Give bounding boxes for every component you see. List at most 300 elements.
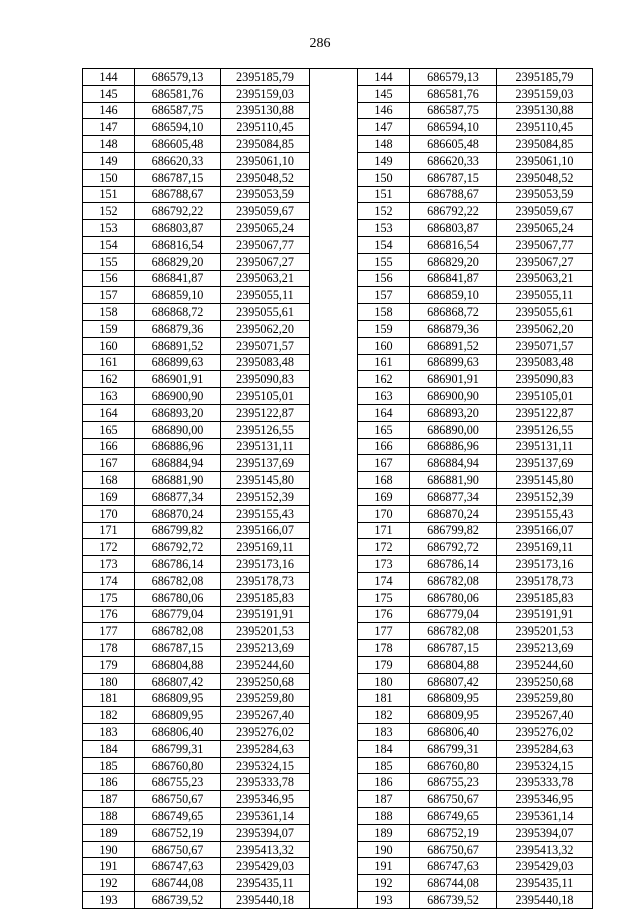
left-point-number-cell: 164 bbox=[83, 404, 135, 421]
left-point-number-cell: 173 bbox=[83, 556, 135, 573]
left-point-number-cell: 189 bbox=[83, 824, 135, 841]
left-x-coordinate-cell: 686620,33 bbox=[135, 152, 221, 169]
right-y-coordinate-cell: 2395250,68 bbox=[497, 673, 593, 690]
left-y-coordinate-cell: 2395083,48 bbox=[221, 354, 310, 371]
right-x-coordinate-cell: 686799,82 bbox=[410, 522, 497, 539]
left-y-coordinate-cell: 2395155,43 bbox=[221, 505, 310, 522]
right-point-number-cell: 187 bbox=[358, 791, 410, 808]
right-x-coordinate-cell: 686620,33 bbox=[410, 152, 497, 169]
left-point-number-cell: 146 bbox=[83, 102, 135, 119]
left-y-coordinate-cell: 2395059,67 bbox=[221, 203, 310, 220]
table-row bbox=[83, 808, 593, 825]
right-y-coordinate-cell: 2395059,67 bbox=[497, 203, 593, 220]
right-x-coordinate-cell: 686803,87 bbox=[410, 220, 497, 237]
left-point-number-cell: 169 bbox=[83, 488, 135, 505]
left-x-coordinate-cell: 686890,00 bbox=[135, 421, 221, 438]
right-y-coordinate-cell: 2395110,45 bbox=[497, 119, 593, 136]
column-gap bbox=[310, 522, 358, 539]
right-y-coordinate-cell: 2395063,21 bbox=[497, 270, 593, 287]
right-point-number-cell: 183 bbox=[358, 724, 410, 741]
left-y-coordinate-cell: 2395333,78 bbox=[221, 774, 310, 791]
right-point-number-cell: 176 bbox=[358, 606, 410, 623]
left-x-coordinate-cell: 686809,95 bbox=[135, 707, 221, 724]
left-y-coordinate-cell: 2395169,11 bbox=[221, 539, 310, 556]
right-x-coordinate-cell: 686752,19 bbox=[410, 824, 497, 841]
right-point-number-cell: 162 bbox=[358, 371, 410, 388]
right-point-number-cell: 190 bbox=[358, 841, 410, 858]
right-x-coordinate-cell: 686799,31 bbox=[410, 740, 497, 757]
right-y-coordinate-cell: 2395159,03 bbox=[497, 85, 593, 102]
left-point-number-cell: 144 bbox=[83, 69, 135, 86]
right-point-number-cell: 168 bbox=[358, 472, 410, 489]
column-gap bbox=[310, 892, 358, 909]
table-row bbox=[83, 690, 593, 707]
left-point-number-cell: 190 bbox=[83, 841, 135, 858]
right-x-coordinate-cell: 686870,24 bbox=[410, 505, 497, 522]
right-point-number-cell: 170 bbox=[358, 505, 410, 522]
left-x-coordinate-cell: 686752,19 bbox=[135, 824, 221, 841]
column-gap bbox=[310, 606, 358, 623]
right-x-coordinate-cell: 686841,87 bbox=[410, 270, 497, 287]
left-point-number-cell: 180 bbox=[83, 673, 135, 690]
right-x-coordinate-cell: 686788,67 bbox=[410, 186, 497, 203]
right-point-number-cell: 192 bbox=[358, 875, 410, 892]
right-x-coordinate-cell: 686787,15 bbox=[410, 169, 497, 186]
table-row bbox=[83, 488, 593, 505]
right-y-coordinate-cell: 2395213,69 bbox=[497, 640, 593, 657]
table-row bbox=[83, 102, 593, 119]
left-x-coordinate-cell: 686579,13 bbox=[135, 69, 221, 86]
table-row bbox=[83, 287, 593, 304]
table-row bbox=[83, 606, 593, 623]
right-point-number-cell: 148 bbox=[358, 136, 410, 153]
right-point-number-cell: 173 bbox=[358, 556, 410, 573]
column-gap bbox=[310, 488, 358, 505]
left-x-coordinate-cell: 686587,75 bbox=[135, 102, 221, 119]
right-point-number-cell: 171 bbox=[358, 522, 410, 539]
left-point-number-cell: 179 bbox=[83, 656, 135, 673]
left-point-number-cell: 178 bbox=[83, 640, 135, 657]
table-row bbox=[83, 656, 593, 673]
coordinates-table bbox=[82, 68, 593, 909]
column-gap bbox=[310, 757, 358, 774]
page-number: 286 bbox=[309, 36, 331, 51]
left-x-coordinate-cell: 686779,04 bbox=[135, 606, 221, 623]
table-row bbox=[83, 169, 593, 186]
table-row bbox=[83, 69, 593, 86]
table-row bbox=[83, 320, 593, 337]
table-row bbox=[83, 136, 593, 153]
right-y-coordinate-cell: 2395122,87 bbox=[497, 404, 593, 421]
column-gap bbox=[310, 169, 358, 186]
table-row bbox=[83, 152, 593, 169]
left-point-number-cell: 172 bbox=[83, 539, 135, 556]
right-y-coordinate-cell: 2395152,39 bbox=[497, 488, 593, 505]
left-point-number-cell: 166 bbox=[83, 438, 135, 455]
right-x-coordinate-cell: 686877,34 bbox=[410, 488, 497, 505]
column-gap bbox=[310, 152, 358, 169]
left-point-number-cell: 150 bbox=[83, 169, 135, 186]
column-gap bbox=[310, 69, 358, 86]
left-point-number-cell: 151 bbox=[83, 186, 135, 203]
left-y-coordinate-cell: 2395324,15 bbox=[221, 757, 310, 774]
right-y-coordinate-cell: 2395061,10 bbox=[497, 152, 593, 169]
left-y-coordinate-cell: 2395048,52 bbox=[221, 169, 310, 186]
right-y-coordinate-cell: 2395083,48 bbox=[497, 354, 593, 371]
right-point-number-cell: 152 bbox=[358, 203, 410, 220]
right-point-number-cell: 159 bbox=[358, 320, 410, 337]
table-row bbox=[83, 640, 593, 657]
right-point-number-cell: 150 bbox=[358, 169, 410, 186]
left-x-coordinate-cell: 686884,94 bbox=[135, 455, 221, 472]
left-x-coordinate-cell: 686792,72 bbox=[135, 539, 221, 556]
right-point-number-cell: 164 bbox=[358, 404, 410, 421]
left-y-coordinate-cell: 2395105,01 bbox=[221, 388, 310, 405]
right-x-coordinate-cell: 686594,10 bbox=[410, 119, 497, 136]
right-y-coordinate-cell: 2395191,91 bbox=[497, 606, 593, 623]
left-x-coordinate-cell: 686780,06 bbox=[135, 589, 221, 606]
left-point-number-cell: 153 bbox=[83, 220, 135, 237]
table-row bbox=[83, 858, 593, 875]
table-row bbox=[83, 253, 593, 270]
left-point-number-cell: 191 bbox=[83, 858, 135, 875]
left-y-coordinate-cell: 2395346,95 bbox=[221, 791, 310, 808]
right-point-number-cell: 146 bbox=[358, 102, 410, 119]
right-x-coordinate-cell: 686779,04 bbox=[410, 606, 497, 623]
right-y-coordinate-cell: 2395394,07 bbox=[497, 824, 593, 841]
column-gap bbox=[310, 354, 358, 371]
left-x-coordinate-cell: 686750,67 bbox=[135, 791, 221, 808]
right-point-number-cell: 155 bbox=[358, 253, 410, 270]
table-row bbox=[83, 472, 593, 489]
left-y-coordinate-cell: 2395131,11 bbox=[221, 438, 310, 455]
right-point-number-cell: 179 bbox=[358, 656, 410, 673]
right-y-coordinate-cell: 2395259,80 bbox=[497, 690, 593, 707]
left-y-coordinate-cell: 2395122,87 bbox=[221, 404, 310, 421]
right-x-coordinate-cell: 686760,80 bbox=[410, 757, 497, 774]
left-x-coordinate-cell: 686886,96 bbox=[135, 438, 221, 455]
coordinates-table-body bbox=[83, 69, 593, 909]
left-y-coordinate-cell: 2395166,07 bbox=[221, 522, 310, 539]
table-row bbox=[83, 556, 593, 573]
left-x-coordinate-cell: 686806,40 bbox=[135, 724, 221, 741]
right-x-coordinate-cell: 686581,76 bbox=[410, 85, 497, 102]
table-row bbox=[83, 623, 593, 640]
right-x-coordinate-cell: 686792,22 bbox=[410, 203, 497, 220]
left-y-coordinate-cell: 2395185,79 bbox=[221, 69, 310, 86]
column-gap bbox=[310, 740, 358, 757]
right-point-number-cell: 178 bbox=[358, 640, 410, 657]
right-x-coordinate-cell: 686816,54 bbox=[410, 236, 497, 253]
table-row bbox=[83, 824, 593, 841]
left-y-coordinate-cell: 2395137,69 bbox=[221, 455, 310, 472]
right-x-coordinate-cell: 686750,67 bbox=[410, 841, 497, 858]
right-y-coordinate-cell: 2395055,11 bbox=[497, 287, 593, 304]
left-point-number-cell: 147 bbox=[83, 119, 135, 136]
right-x-coordinate-cell: 686809,95 bbox=[410, 707, 497, 724]
right-point-number-cell: 175 bbox=[358, 589, 410, 606]
right-point-number-cell: 163 bbox=[358, 388, 410, 405]
right-x-coordinate-cell: 686806,40 bbox=[410, 724, 497, 741]
left-y-coordinate-cell: 2395110,45 bbox=[221, 119, 310, 136]
right-point-number-cell: 189 bbox=[358, 824, 410, 841]
table-row bbox=[83, 371, 593, 388]
left-x-coordinate-cell: 686744,08 bbox=[135, 875, 221, 892]
right-point-number-cell: 172 bbox=[358, 539, 410, 556]
table-row bbox=[83, 270, 593, 287]
left-point-number-cell: 183 bbox=[83, 724, 135, 741]
right-x-coordinate-cell: 686605,48 bbox=[410, 136, 497, 153]
column-gap bbox=[310, 690, 358, 707]
right-x-coordinate-cell: 686886,96 bbox=[410, 438, 497, 455]
column-gap bbox=[310, 472, 358, 489]
left-point-number-cell: 171 bbox=[83, 522, 135, 539]
right-y-coordinate-cell: 2395105,01 bbox=[497, 388, 593, 405]
left-y-coordinate-cell: 2395065,24 bbox=[221, 220, 310, 237]
left-point-number-cell: 149 bbox=[83, 152, 135, 169]
left-x-coordinate-cell: 686859,10 bbox=[135, 287, 221, 304]
right-x-coordinate-cell: 686899,63 bbox=[410, 354, 497, 371]
table-row bbox=[83, 186, 593, 203]
right-point-number-cell: 151 bbox=[358, 186, 410, 203]
column-gap bbox=[310, 539, 358, 556]
left-y-coordinate-cell: 2395055,11 bbox=[221, 287, 310, 304]
left-x-coordinate-cell: 686829,20 bbox=[135, 253, 221, 270]
right-point-number-cell: 184 bbox=[358, 740, 410, 757]
right-point-number-cell: 147 bbox=[358, 119, 410, 136]
left-point-number-cell: 184 bbox=[83, 740, 135, 757]
left-point-number-cell: 170 bbox=[83, 505, 135, 522]
left-point-number-cell: 159 bbox=[83, 320, 135, 337]
table-row bbox=[83, 337, 593, 354]
right-point-number-cell: 145 bbox=[358, 85, 410, 102]
table-row bbox=[83, 354, 593, 371]
right-point-number-cell: 177 bbox=[358, 623, 410, 640]
left-point-number-cell: 177 bbox=[83, 623, 135, 640]
left-x-coordinate-cell: 686749,65 bbox=[135, 808, 221, 825]
right-point-number-cell: 160 bbox=[358, 337, 410, 354]
column-gap bbox=[310, 320, 358, 337]
left-x-coordinate-cell: 686786,14 bbox=[135, 556, 221, 573]
column-gap bbox=[310, 220, 358, 237]
left-point-number-cell: 160 bbox=[83, 337, 135, 354]
right-x-coordinate-cell: 686881,90 bbox=[410, 472, 497, 489]
left-y-coordinate-cell: 2395267,40 bbox=[221, 707, 310, 724]
right-y-coordinate-cell: 2395201,53 bbox=[497, 623, 593, 640]
table-row bbox=[83, 438, 593, 455]
left-y-coordinate-cell: 2395361,14 bbox=[221, 808, 310, 825]
left-y-coordinate-cell: 2395185,83 bbox=[221, 589, 310, 606]
right-x-coordinate-cell: 686890,00 bbox=[410, 421, 497, 438]
right-point-number-cell: 169 bbox=[358, 488, 410, 505]
right-point-number-cell: 161 bbox=[358, 354, 410, 371]
right-y-coordinate-cell: 2395155,43 bbox=[497, 505, 593, 522]
right-x-coordinate-cell: 686901,91 bbox=[410, 371, 497, 388]
right-y-coordinate-cell: 2395071,57 bbox=[497, 337, 593, 354]
right-point-number-cell: 165 bbox=[358, 421, 410, 438]
right-x-coordinate-cell: 686782,08 bbox=[410, 623, 497, 640]
right-x-coordinate-cell: 686782,08 bbox=[410, 572, 497, 589]
left-point-number-cell: 192 bbox=[83, 875, 135, 892]
left-x-coordinate-cell: 686807,42 bbox=[135, 673, 221, 690]
left-point-number-cell: 188 bbox=[83, 808, 135, 825]
table-row bbox=[83, 875, 593, 892]
right-point-number-cell: 185 bbox=[358, 757, 410, 774]
right-point-number-cell: 144 bbox=[358, 69, 410, 86]
column-gap bbox=[310, 337, 358, 354]
left-point-number-cell: 148 bbox=[83, 136, 135, 153]
left-y-coordinate-cell: 2395090,83 bbox=[221, 371, 310, 388]
left-x-coordinate-cell: 686747,63 bbox=[135, 858, 221, 875]
left-point-number-cell: 186 bbox=[83, 774, 135, 791]
table-row bbox=[83, 304, 593, 321]
left-x-coordinate-cell: 686782,08 bbox=[135, 572, 221, 589]
left-y-coordinate-cell: 2395130,88 bbox=[221, 102, 310, 119]
left-x-coordinate-cell: 686877,34 bbox=[135, 488, 221, 505]
left-x-coordinate-cell: 686750,67 bbox=[135, 841, 221, 858]
left-point-number-cell: 168 bbox=[83, 472, 135, 489]
column-gap bbox=[310, 136, 358, 153]
right-y-coordinate-cell: 2395169,11 bbox=[497, 539, 593, 556]
left-y-coordinate-cell: 2395244,60 bbox=[221, 656, 310, 673]
left-x-coordinate-cell: 686841,87 bbox=[135, 270, 221, 287]
left-y-coordinate-cell: 2395173,16 bbox=[221, 556, 310, 573]
right-point-number-cell: 153 bbox=[358, 220, 410, 237]
left-y-coordinate-cell: 2395284,63 bbox=[221, 740, 310, 757]
right-point-number-cell: 181 bbox=[358, 690, 410, 707]
right-x-coordinate-cell: 686587,75 bbox=[410, 102, 497, 119]
right-x-coordinate-cell: 686879,36 bbox=[410, 320, 497, 337]
right-y-coordinate-cell: 2395145,80 bbox=[497, 472, 593, 489]
table-row bbox=[83, 522, 593, 539]
column-gap bbox=[310, 253, 358, 270]
left-x-coordinate-cell: 686792,22 bbox=[135, 203, 221, 220]
left-y-coordinate-cell: 2395067,77 bbox=[221, 236, 310, 253]
column-gap bbox=[310, 119, 358, 136]
right-y-coordinate-cell: 2395276,02 bbox=[497, 724, 593, 741]
right-point-number-cell: 182 bbox=[358, 707, 410, 724]
column-gap bbox=[310, 556, 358, 573]
left-x-coordinate-cell: 686787,15 bbox=[135, 640, 221, 657]
right-y-coordinate-cell: 2395067,27 bbox=[497, 253, 593, 270]
column-gap bbox=[310, 388, 358, 405]
right-point-number-cell: 174 bbox=[358, 572, 410, 589]
left-y-coordinate-cell: 2395071,57 bbox=[221, 337, 310, 354]
table-row bbox=[83, 203, 593, 220]
left-point-number-cell: 157 bbox=[83, 287, 135, 304]
left-point-number-cell: 163 bbox=[83, 388, 135, 405]
table-row bbox=[83, 572, 593, 589]
right-y-coordinate-cell: 2395130,88 bbox=[497, 102, 593, 119]
column-gap bbox=[310, 371, 358, 388]
right-x-coordinate-cell: 686884,94 bbox=[410, 455, 497, 472]
right-y-coordinate-cell: 2395084,85 bbox=[497, 136, 593, 153]
right-x-coordinate-cell: 686829,20 bbox=[410, 253, 497, 270]
right-y-coordinate-cell: 2395053,59 bbox=[497, 186, 593, 203]
left-x-coordinate-cell: 686799,82 bbox=[135, 522, 221, 539]
left-point-number-cell: 193 bbox=[83, 892, 135, 909]
left-y-coordinate-cell: 2395213,69 bbox=[221, 640, 310, 657]
right-y-coordinate-cell: 2395435,11 bbox=[497, 875, 593, 892]
right-x-coordinate-cell: 686786,14 bbox=[410, 556, 497, 573]
right-y-coordinate-cell: 2395178,73 bbox=[497, 572, 593, 589]
column-gap bbox=[310, 287, 358, 304]
left-point-number-cell: 165 bbox=[83, 421, 135, 438]
left-x-coordinate-cell: 686881,90 bbox=[135, 472, 221, 489]
column-gap bbox=[310, 808, 358, 825]
left-y-coordinate-cell: 2395435,11 bbox=[221, 875, 310, 892]
left-point-number-cell: 187 bbox=[83, 791, 135, 808]
right-point-number-cell: 157 bbox=[358, 287, 410, 304]
right-point-number-cell: 186 bbox=[358, 774, 410, 791]
right-y-coordinate-cell: 2395440,18 bbox=[497, 892, 593, 909]
left-x-coordinate-cell: 686760,80 bbox=[135, 757, 221, 774]
right-point-number-cell: 149 bbox=[358, 152, 410, 169]
left-point-number-cell: 152 bbox=[83, 203, 135, 220]
right-point-number-cell: 167 bbox=[358, 455, 410, 472]
right-y-coordinate-cell: 2395055,61 bbox=[497, 304, 593, 321]
left-x-coordinate-cell: 686900,90 bbox=[135, 388, 221, 405]
right-y-coordinate-cell: 2395267,40 bbox=[497, 707, 593, 724]
table-row bbox=[83, 740, 593, 757]
right-x-coordinate-cell: 686744,08 bbox=[410, 875, 497, 892]
table-row bbox=[83, 404, 593, 421]
left-point-number-cell: 156 bbox=[83, 270, 135, 287]
right-x-coordinate-cell: 686859,10 bbox=[410, 287, 497, 304]
table-row bbox=[83, 236, 593, 253]
left-x-coordinate-cell: 686788,67 bbox=[135, 186, 221, 203]
column-gap bbox=[310, 673, 358, 690]
column-gap bbox=[310, 640, 358, 657]
right-point-number-cell: 158 bbox=[358, 304, 410, 321]
right-x-coordinate-cell: 686900,90 bbox=[410, 388, 497, 405]
left-y-coordinate-cell: 2395152,39 bbox=[221, 488, 310, 505]
right-x-coordinate-cell: 686755,23 bbox=[410, 774, 497, 791]
right-y-coordinate-cell: 2395137,69 bbox=[497, 455, 593, 472]
table-row bbox=[83, 421, 593, 438]
left-x-coordinate-cell: 686594,10 bbox=[135, 119, 221, 136]
column-gap bbox=[310, 572, 358, 589]
left-point-number-cell: 162 bbox=[83, 371, 135, 388]
right-x-coordinate-cell: 686891,52 bbox=[410, 337, 497, 354]
left-y-coordinate-cell: 2395276,02 bbox=[221, 724, 310, 741]
left-x-coordinate-cell: 686581,76 bbox=[135, 85, 221, 102]
right-x-coordinate-cell: 686750,67 bbox=[410, 791, 497, 808]
column-gap bbox=[310, 841, 358, 858]
right-x-coordinate-cell: 686780,06 bbox=[410, 589, 497, 606]
right-x-coordinate-cell: 686579,13 bbox=[410, 69, 497, 86]
column-gap bbox=[310, 203, 358, 220]
table-row bbox=[83, 774, 593, 791]
left-x-coordinate-cell: 686893,20 bbox=[135, 404, 221, 421]
left-x-coordinate-cell: 686870,24 bbox=[135, 505, 221, 522]
left-point-number-cell: 155 bbox=[83, 253, 135, 270]
left-x-coordinate-cell: 686803,87 bbox=[135, 220, 221, 237]
left-y-coordinate-cell: 2395063,21 bbox=[221, 270, 310, 287]
table-row bbox=[83, 707, 593, 724]
right-point-number-cell: 188 bbox=[358, 808, 410, 825]
column-gap bbox=[310, 875, 358, 892]
table-row bbox=[83, 724, 593, 741]
left-y-coordinate-cell: 2395429,03 bbox=[221, 858, 310, 875]
table-row bbox=[83, 85, 593, 102]
table-row bbox=[83, 539, 593, 556]
left-x-coordinate-cell: 686799,31 bbox=[135, 740, 221, 757]
right-y-coordinate-cell: 2395429,03 bbox=[497, 858, 593, 875]
column-gap bbox=[310, 824, 358, 841]
right-y-coordinate-cell: 2395333,78 bbox=[497, 774, 593, 791]
right-x-coordinate-cell: 686739,52 bbox=[410, 892, 497, 909]
